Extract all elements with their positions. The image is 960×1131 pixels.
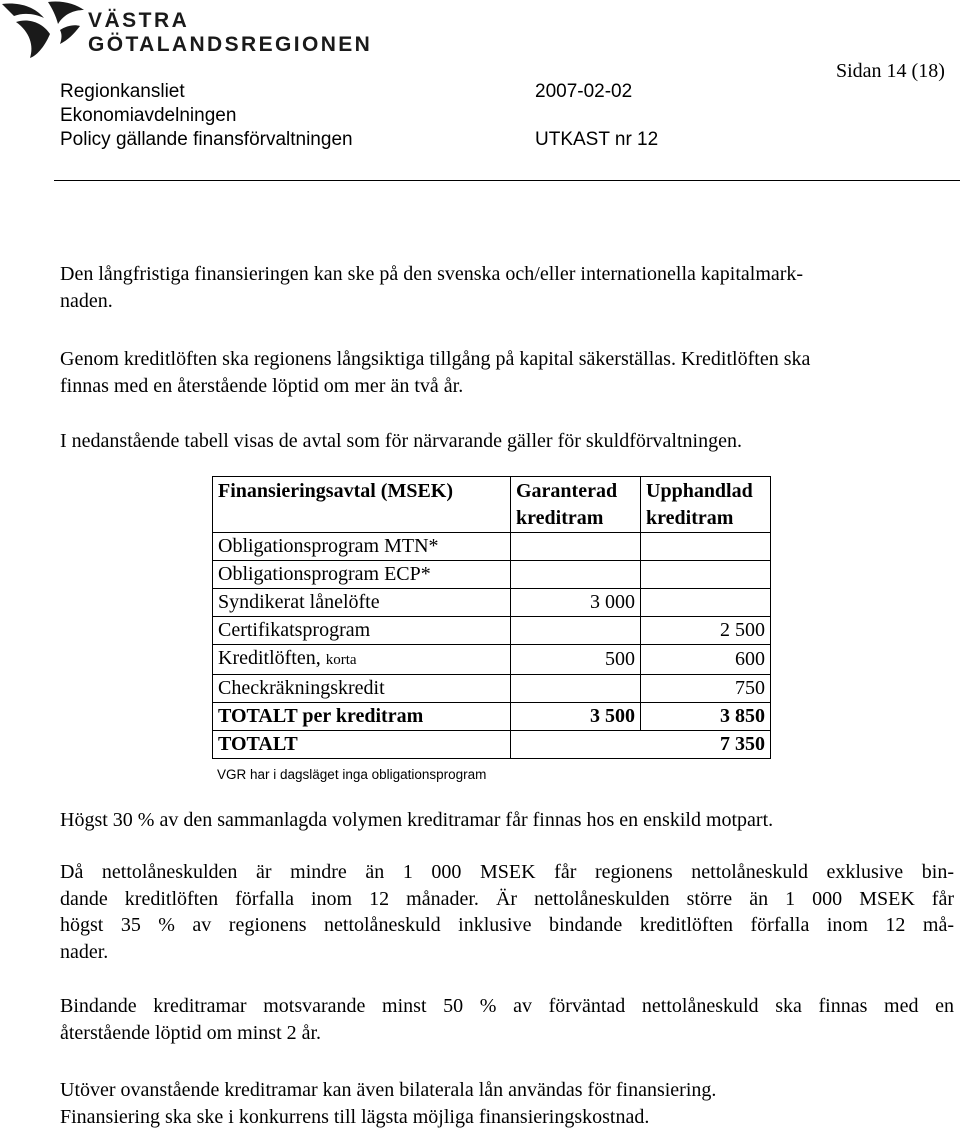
header-left [60,80,353,152]
header-date: 2007-02-02 [535,81,633,102]
cell-guaranteed [511,617,641,645]
paragraph-line: Bindande kreditramar motsvarande minst 50 % av förväntad nettolåneskuld ska finnas med en [60,995,954,1017]
cell-guaranteed: 3 000 [511,589,641,617]
paragraph-counterparty-limit [60,807,954,834]
paragraph-line: nader. [60,940,109,963]
header-org: Regionkansliet [60,81,185,102]
paragraph-net-debt [60,859,954,965]
cell-procured: 2 500 [641,617,771,645]
paragraph-line: I nedanstående tabell visas de avtal som för närvarande gäller för skuldförvaltningen. [60,430,742,452]
paragraph-line: återstående löptid om minst 2 år. [60,1021,322,1044]
logo-text-line1: VÄSTRA [88,9,190,32]
cell-total: 7 350 [511,731,771,759]
row-label: Certifikatsprogram [213,617,511,645]
table-footnote: VGR har i dagsläget inga obligationsprogram [217,767,487,782]
cell-procured: 3 850 [641,703,771,731]
table-row [213,617,771,645]
cell-procured: 750 [641,675,771,703]
header-dept: Ekonomiavdelningen [60,105,237,126]
header-divider [54,180,960,181]
header-middle [535,80,658,152]
row-label: TOTALT per kreditram [213,703,511,731]
header-agreement: Finansieringsavtal (MSEK) [213,477,511,533]
header-draft: UTKAST nr 12 [535,129,659,150]
paragraph-table-intro [60,428,954,455]
paragraph-line: Genom kreditlöften ska regionens långsiktiga tillgång på kapital säkerställas. Kreditlöften ska [60,348,811,370]
table-header-row [213,477,771,533]
logo-text-line2: GÖTALANDSREGIONEN [88,33,373,56]
table-row [213,589,771,617]
table-row-total-per [213,703,771,731]
paragraph-line: Högst 30 % av den sammanlagda volymen kreditramar får finnas hos en enskild motpart. [60,809,774,831]
paragraph-financing [60,261,954,314]
paragraph-credit-promises [60,346,954,399]
paragraph-line: finnas med en återstående löptid om mer än två år. [60,374,464,397]
table-row [213,675,771,703]
paragraph-line: naden. [60,289,113,312]
header-doc-title: Policy gällande finansförvaltningen [60,129,353,150]
paragraph-line: Utöver ovanstående kreditramar kan även bilaterala lån användas för finansiering. [60,1079,717,1101]
row-label: Checkräkningskredit [213,675,511,703]
financing-agreements-table [212,476,771,759]
row-label: Obligationsprogram MTN* [213,533,511,561]
paragraph-line: Den långfristiga finansieringen kan ske på den svenska och/eller internationella kapitalmark- [60,263,804,285]
vgr-logo-mark-icon [0,0,86,60]
table-row [213,561,771,589]
paragraph-line: dande kreditlöften förfalla inom 12 månader. Är nettolåneskulden större än 1 000 MSEK får [60,887,954,910]
table-row [213,645,771,675]
cell-guaranteed: 500 [511,645,641,675]
row-label: TOTALT [213,731,511,759]
cell-guaranteed [511,561,641,589]
cell-guaranteed: 3 500 [511,703,641,731]
cell-procured [641,561,771,589]
cell-guaranteed [511,533,641,561]
cell-procured [641,589,771,617]
table-row [213,533,771,561]
cell-procured [641,533,771,561]
cell-guaranteed [511,675,641,703]
paragraph-line: Finansiering ska ske i konkurrens till lägsta möjliga finansieringskostnad. [60,1105,650,1128]
paragraph-bilateral-loans [60,1077,954,1130]
paragraph-binding-credit [60,993,954,1046]
cell-procured: 600 [641,645,771,675]
header-guaranteed: Garanterad kreditram [511,477,641,533]
vgr-logo [0,0,380,60]
header-procured: Upphandlad kreditram [641,477,771,533]
table-row-total [213,731,771,759]
row-label: Syndikerat lånelöfte [213,589,511,617]
row-label: Kreditlöften, korta [213,645,511,675]
row-label: Obligationsprogram ECP* [213,561,511,589]
page-number: Sidan 14 (18) [836,60,945,82]
paragraph-line: högst 35 % av regionens nettolåneskuld inklusive bindande kreditlöften förfalla inom 12 må- [60,914,954,936]
paragraph-line: Då nettolåneskulden är mindre än 1 000 MSEK får regionens nettolåneskuld exklusive bin- [60,861,954,883]
